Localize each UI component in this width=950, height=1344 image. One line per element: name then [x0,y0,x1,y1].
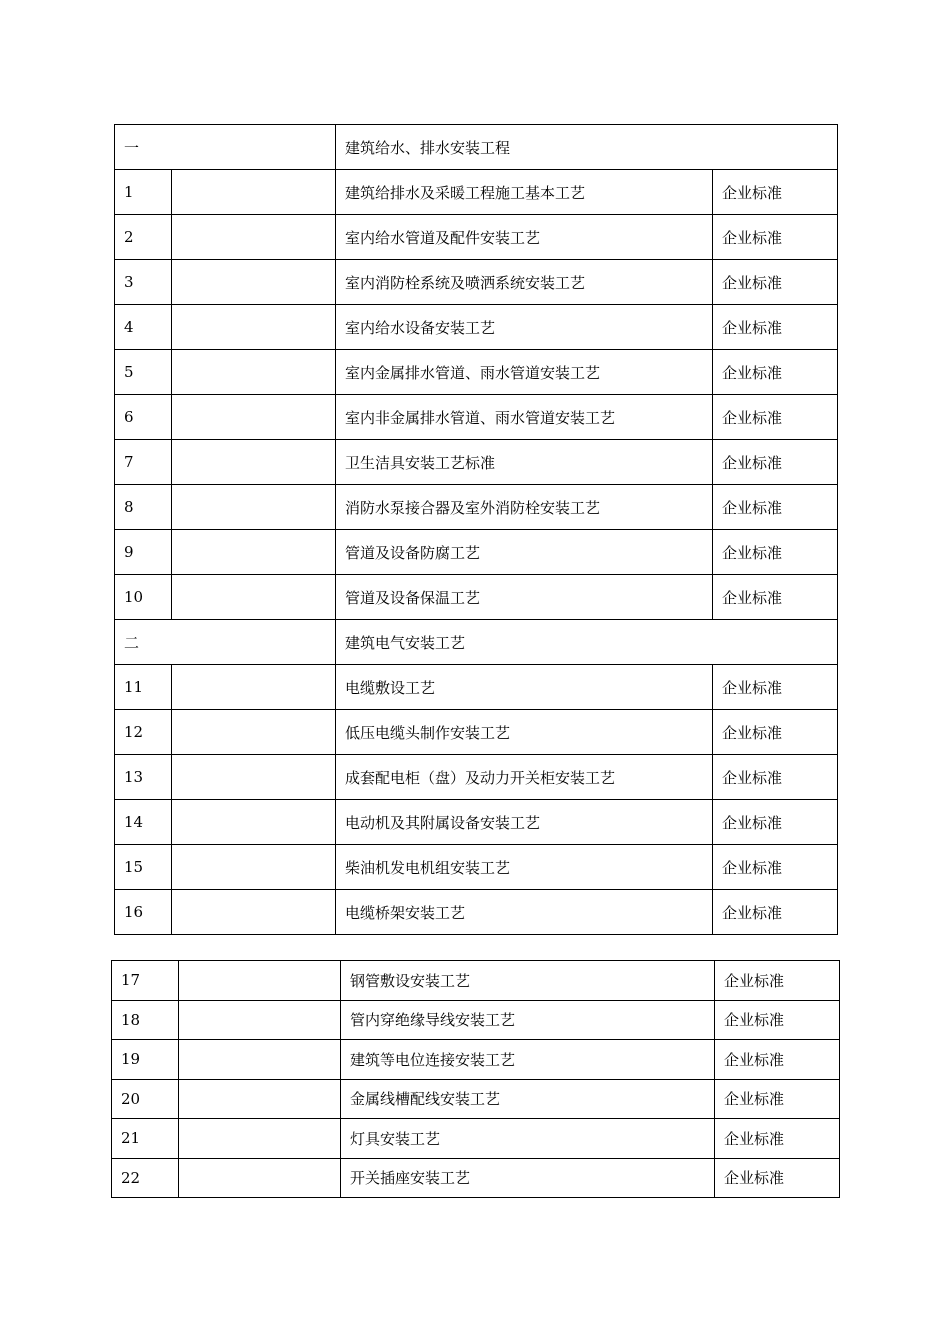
process-name: 消防水泵接合器及室外消防栓安装工艺 [336,485,713,530]
row-number: 4 [115,305,172,350]
blank-cell [172,440,336,485]
process-name: 管道及设备防腐工艺 [336,530,713,575]
process-standards-table-2 [111,960,840,1198]
row-number: 10 [115,575,172,620]
standard-type: 企业标准 [715,1158,840,1198]
table-row [115,215,838,260]
table-row [115,800,838,845]
row-number: 13 [115,755,172,800]
standard-type: 企业标准 [715,1000,840,1040]
table-row [115,755,838,800]
standard-type: 企业标准 [713,260,838,305]
standard-type: 企业标准 [713,665,838,710]
blank-cell [172,665,336,710]
standard-type: 企业标准 [713,305,838,350]
row-number: 6 [115,395,172,440]
standard-type: 企业标准 [713,710,838,755]
table-row [112,1000,840,1040]
blank-cell [179,1040,341,1080]
blank-cell [172,350,336,395]
blank-cell [172,260,336,305]
table-row [115,305,838,350]
section-number: 一 [115,125,336,170]
blank-cell [172,305,336,350]
standard-type: 企业标准 [713,170,838,215]
row-number: 14 [115,800,172,845]
blank-cell [172,755,336,800]
process-name: 开关插座安装工艺 [341,1158,715,1198]
standard-type: 企业标准 [715,961,840,1001]
standard-type: 企业标准 [713,575,838,620]
row-number: 16 [115,890,172,935]
row-number: 7 [115,440,172,485]
blank-cell [179,961,341,1001]
process-name: 室内金属排水管道、雨水管道安装工艺 [336,350,713,395]
process-name: 成套配电柜（盘）及动力开关柜安装工艺 [336,755,713,800]
blank-cell [179,1119,341,1159]
table-row [115,710,838,755]
row-number: 17 [112,961,179,1001]
standard-type: 企业标准 [715,1119,840,1159]
standard-type: 企业标准 [713,485,838,530]
process-name: 卫生洁具安装工艺标准 [336,440,713,485]
section-number: 二 [115,620,336,665]
blank-cell [172,890,336,935]
row-number: 22 [112,1158,179,1198]
standard-type: 企业标准 [713,395,838,440]
blank-cell [179,1158,341,1198]
row-number: 20 [112,1079,179,1119]
process-name: 室内非金属排水管道、雨水管道安装工艺 [336,395,713,440]
row-number: 12 [115,710,172,755]
table-row [115,170,838,215]
table-row [112,961,840,1001]
table-row [115,440,838,485]
standard-type: 企业标准 [713,215,838,260]
table-row [115,575,838,620]
blank-cell [172,575,336,620]
standard-type: 企业标准 [713,800,838,845]
process-name: 电缆敷设工艺 [336,665,713,710]
blank-cell [172,530,336,575]
blank-cell [172,485,336,530]
standard-type: 企业标准 [715,1079,840,1119]
blank-cell [179,1000,341,1040]
table-row [112,1119,840,1159]
table-row [115,260,838,305]
standard-type: 企业标准 [713,440,838,485]
process-name: 管内穿绝缘导线安装工艺 [341,1000,715,1040]
process-name: 金属线槽配线安装工艺 [341,1079,715,1119]
row-number: 21 [112,1119,179,1159]
process-name: 低压电缆头制作安装工艺 [336,710,713,755]
row-number: 5 [115,350,172,395]
table-row [112,1158,840,1198]
row-number: 2 [115,215,172,260]
section-title: 建筑电气安装工艺 [336,620,838,665]
process-name: 灯具安装工艺 [341,1119,715,1159]
process-name: 电缆桥架安装工艺 [336,890,713,935]
table-row [112,1040,840,1080]
table-row [115,350,838,395]
row-number: 3 [115,260,172,305]
process-name: 室内给水管道及配件安装工艺 [336,215,713,260]
blank-cell [172,845,336,890]
row-number: 19 [112,1040,179,1080]
section-title: 建筑给水、排水安装工程 [336,125,838,170]
row-number: 11 [115,665,172,710]
blank-cell [172,800,336,845]
row-number: 1 [115,170,172,215]
standard-type: 企业标准 [713,845,838,890]
section-header-row [115,620,838,665]
blank-cell [172,215,336,260]
table-row [115,530,838,575]
standard-type: 企业标准 [713,755,838,800]
blank-cell [172,395,336,440]
process-standards-table-1 [114,124,838,935]
table-row [115,665,838,710]
row-number: 15 [115,845,172,890]
row-number: 18 [112,1000,179,1040]
blank-cell [179,1079,341,1119]
table-row [112,1079,840,1119]
process-name: 建筑等电位连接安装工艺 [341,1040,715,1080]
standard-type: 企业标准 [715,1040,840,1080]
table-row [115,485,838,530]
row-number: 9 [115,530,172,575]
process-name: 室内给水设备安装工艺 [336,305,713,350]
table-row [115,845,838,890]
process-name: 柴油机发电机组安装工艺 [336,845,713,890]
standard-type: 企业标准 [713,530,838,575]
row-number: 8 [115,485,172,530]
standard-type: 企业标准 [713,890,838,935]
process-name: 电动机及其附属设备安装工艺 [336,800,713,845]
standard-type: 企业标准 [713,350,838,395]
process-name: 建筑给排水及采暖工程施工基本工艺 [336,170,713,215]
blank-cell [172,710,336,755]
section-header-row [115,125,838,170]
table-row [115,395,838,440]
table-row [115,890,838,935]
process-name: 管道及设备保温工艺 [336,575,713,620]
process-name: 室内消防栓系统及喷洒系统安装工艺 [336,260,713,305]
blank-cell [172,170,336,215]
process-name: 钢管敷设安装工艺 [341,961,715,1001]
